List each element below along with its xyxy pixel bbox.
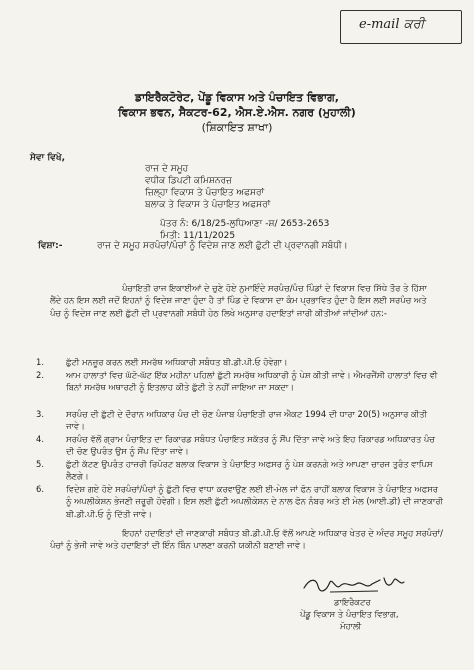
list-item-number: 5. <box>36 459 44 469</box>
list-item-text: ਛੁੱਟੀ ਮਨਜ਼ੂਰ ਕਰਨ ਲਈ ਸਮਰੱਥ ਅਧਿਕਾਰੀ ਸਬੰਧਤ ਬੀ.ਡੀ.ਪੀ.ਓ ਹੋਵੇਗਾ। <box>66 357 288 367</box>
list-item-number: 6. <box>36 484 44 494</box>
closing-paragraph: ਇਹਨਾਂ ਹਦਾਇਤਾਂ ਦੀ ਜਾਣਕਾਰੀ ਸਬੰਧਤ ਬੀ.ਡੀ.ਪੀ.ਓ ਵੱਲੋਂ ਆਪਣੇ ਅਧਿਕਾਰ ਖੇਤਰ ਦੇ ਅੰਦਰ ਸਮੂਹ ਸਰਪੰਚਾਂ/ਪੰਚਾਂ ਨੂੰ ਭੇਜੀ ਜਾਵੇ ਅਤੇ ਹਦਾਇਤਾਂ ਦੀ ਇੰਨ ਬਿੰਨ ਪਾਲਣਾ ਕਰਨੀ ਯਕੀਨੀ ਬਣਾਈ ਜਾਵੇ। <box>50 528 443 551</box>
list-item-text: ਆਮ ਹਾਲਾਤਾਂ ਵਿਚ ਘੱਟੋ-ਘੱਟ ਇੱਕ ਮਹੀਨਾ ਪਹਿਲਾਂ ਛੁੱਟੀ ਸਮਰੱਥ ਅਧਿਕਾਰੀ ਨੂੰ ਪੇਸ਼ ਕੀਤੀ ਜਾਵੇ। ਐਮਰਜੈਂਸੀ ਹਾਲਾਤਾਂ ਵਿਚ ਵੀ ਬਿਨਾਂ ਸਮਰੱਥ ਅਥਾਰਟੀ ਨੂੰ ਇਤਲਾਹ ਕੀਤੇ ਛੁੱਟੀ ਤੇ ਨਹੀਂ ਜਾਇਆ ਜਾ ਸਕਦਾ। <box>66 370 438 393</box>
recipient-line-1: ਰਾਜ ਦੇ ਸਮੂਹ <box>145 164 189 174</box>
letterhead-line-3: (ਸ਼ਿਕਾਇਤ ਸ਼ਾਖਾ) <box>201 121 273 134</box>
list-item-text: ਸਰਪੰਚ ਵੱਲੋਂ ਗ੍ਰਾਮ ਪੰਚਾਇਤ ਦਾ ਰਿਕਾਰਡ ਸਬੰਧਤ ਪੰਚਾਇਤ ਸਕੱਤਰ ਨੂੰ ਸੌਂਪ ਦਿੱਤਾ ਜਾਵੇ ਅਤੇ ਇਹ ਰਿਕਾਰਡ ਅਧਿਕਾਰਤ ਪੰਚ ਦੀ ਚੋਣ ਉਪਰੰਤ ਉਸ ਨੂੰ ਸੌਂਪ ਦਿੱਤਾ ਜਾਵੇ। <box>66 434 435 457</box>
signatory-place: ਮੋਹਾਲੀ <box>340 621 362 631</box>
list-item-number: 4. <box>36 434 44 444</box>
list-item-text: ਸਰਪੰਚ ਦੀ ਛੁੱਟੀ ਦੇ ਦੌਰਾਨ ਅਧਿਕਾਰ ਪੰਚ ਦੀ ਚੋਣ ਪੰਜਾਬ ਪੰਚਾਇਤੀ ਰਾਜ ਐਕਟ 1994 ਦੀ ਧਾਰਾ 20(5) ਅਨੁਸਾਰ ਕੀਤੀ ਜਾਵੇ। <box>66 409 428 432</box>
list-item-text: ਛੁੱਟੀ ਕੱਟਣ ਉਪਰੰਤ ਹਾਜ਼ਰੀ ਰਿਪੋਰਟ ਬਲਾਕ ਵਿਕਾਸ ਤੇ ਪੰਚਾਇਤ ਅਫਸਰ ਨੂੰ ਪੇਸ਼ ਕਰਨਗੇ ਅਤੇ ਆਪਣਾ ਚਾਰਜ ਤੁਰੰਤ ਵਾਪਿਸ ਲੈਣਗੇ। <box>66 459 433 482</box>
letter-date: ਮਿਤੀ: 11/11/2025 <box>160 231 236 241</box>
recipient-line-4: ਬਲਾਕ ਤੇ ਵਿਕਾਸ ਤੇ ਪੰਚਾਇਤ ਅਫਸਰਾਂ <box>145 200 271 210</box>
handwritten-signature <box>300 574 410 596</box>
signatory-designation: ਡਾਇਰੈਕਟਰ <box>334 597 371 607</box>
list-item-text: ਵਿਦੇਸ਼ ਗਏ ਹੋਏ ਸਰਪੰਚਾਂ/ਪੰਚਾਂ ਨੂੰ ਛੁੱਟੀ ਵਿਚ ਵਾਧਾ ਕਰਵਾਉਣ ਲਈ ਈ-ਮੇਲ ਜਾਂ ਫੋਨ ਰਾਹੀਂ ਬਲਾਕ ਵਿਕਾਸ ਤੇ ਪੰਚਾਇਤ ਅਫਸਰ ਨੂੰ ਅਪਲੀਕੇਸ਼ਨ ਭੇਜਣੀ ਜ਼ਰੂਰੀ ਹੋਵੇਗੀ। ਇਸ ਲਈ ਛੁੱਟੀ ਅਪਲੀਕੇਸ਼ਨ ਦੇ ਨਾਲ ਫੋਨ ਨੰਬਰ ਅਤੇ ਈ ਮੇਲ (ਆਈ.ਡੀ) ਦੀ ਜਾਣਕਾਰੀ ਬੀ.ਡੀ.ਪੀ.ਓ ਨੂੰ ਦਿੱਤੀ ਜਾਵੇ। <box>66 484 443 519</box>
signatory-department: ਪੇਂਡੂ ਵਿਕਾਸ ਤੇ ਪੰਚਾਇਤ ਵਿਭਾਗ, <box>300 609 399 619</box>
list-item-number: 1. <box>36 357 44 367</box>
letterhead-line-2: ਵਿਕਾਸ ਭਵਨ, ਸੈਕਟਰ-62, ਐਸ.ਏ.ਐਸ. ਨਗਰ (ਮੁਹਾਲੀ) <box>118 106 356 119</box>
email-stamp-text: e-mail ਕਰੀ <box>359 17 425 32</box>
recipient-line-2: ਵਧੀਕ ਡਿਪਟੀ ਕਮਿਸ਼ਨਰਜ਼ <box>145 176 232 186</box>
email-stamp <box>340 10 462 44</box>
subject-text: ਰਾਜ ਦੇ ਸਮੂਹ ਸਰਪੰਚਾਂ/ਪੰਚਾਂ ਨੂੰ ਵਿਦੇਸ਼ ਜਾਣ ਲਈ ਛੁੱਟੀ ਦੀ ਪ੍ਰਵਾਨਗੀ ਸਬੰਧੀ। <box>97 241 348 251</box>
recipient-line-3: ਜ਼ਿਲ੍ਹਾ ਵਿਕਾਸ ਤੇ ਪੰਚਾਇਤ ਅਫਸਰਾਂ <box>145 188 265 198</box>
body-paragraph: ਪੰਚਾਇਤੀ ਰਾਜ ਇਕਾਈਆਂ ਦੇ ਚੁਣੇ ਹੋਏ ਨੁਮਾਇੰਦੇ ਸਰਪੰਚ/ਪੰਚ ਪਿੰਡਾਂ ਦੇ ਵਿਕਾਸ ਵਿਚ ਸਿੱਧੇ ਤੌਰ ਤੇ ਹਿੱਸਾ ਲੈਂਦੇ ਹਨ ਇਸ ਲਈ ਜਦੋਂ ਇਹਨਾਂ ਨੂੰ ਵਿਦੇਸ਼ ਜਾਣਾ ਹੁੰਦਾ ਹੈ ਤਾਂ ਪਿੰਡ ਦੇ ਵਿਕਾਸ ਦਾ ਕੰਮ ਪ੍ਰਭਾਵਿਤ ਹੁੰਦਾ ਹੈ ਇਸ ਲਈ ਸਰਪੰਚ ਅਤੇ ਪੰਚ ਨੂੰ ਵਿਦੇਸ਼ ਜਾਣ ਲਈ ਛੁੱਟੀ ਦੀ ਪ੍ਰਵਾਨਗੀ ਸਬੰਧੀ ਹੇਠ ਲਿਖੇ ਅਨੁਸਾਰ ਹਦਾਇਤਾਂ ਜਾਰੀ ਕੀਤੀਆਂ ਜਾਂਦੀਆਂ ਹਨ:- <box>50 283 427 318</box>
letterhead-line-1: ਡਾਇਰੈਕਟੋਰੇਟ, ਪੇਂਡੂ ਵਿਕਾਸ ਅਤੇ ਪੰਚਾਇਤ ਵਿਭਾਗ, <box>135 91 339 104</box>
subject-label: ਵਿਸ਼ਾ:- <box>38 241 63 251</box>
list-item-number: 3. <box>36 409 44 419</box>
letter-number: ਪੱਤਰ ਨੰ: 6/18/25-ਲੁਧਿਆਣਾ -ਸ਼/ 2653-2653 <box>160 219 330 229</box>
salutation: ਸੇਵਾ ਵਿਖੇ, <box>30 153 65 163</box>
list-item-number: 2. <box>36 370 44 380</box>
